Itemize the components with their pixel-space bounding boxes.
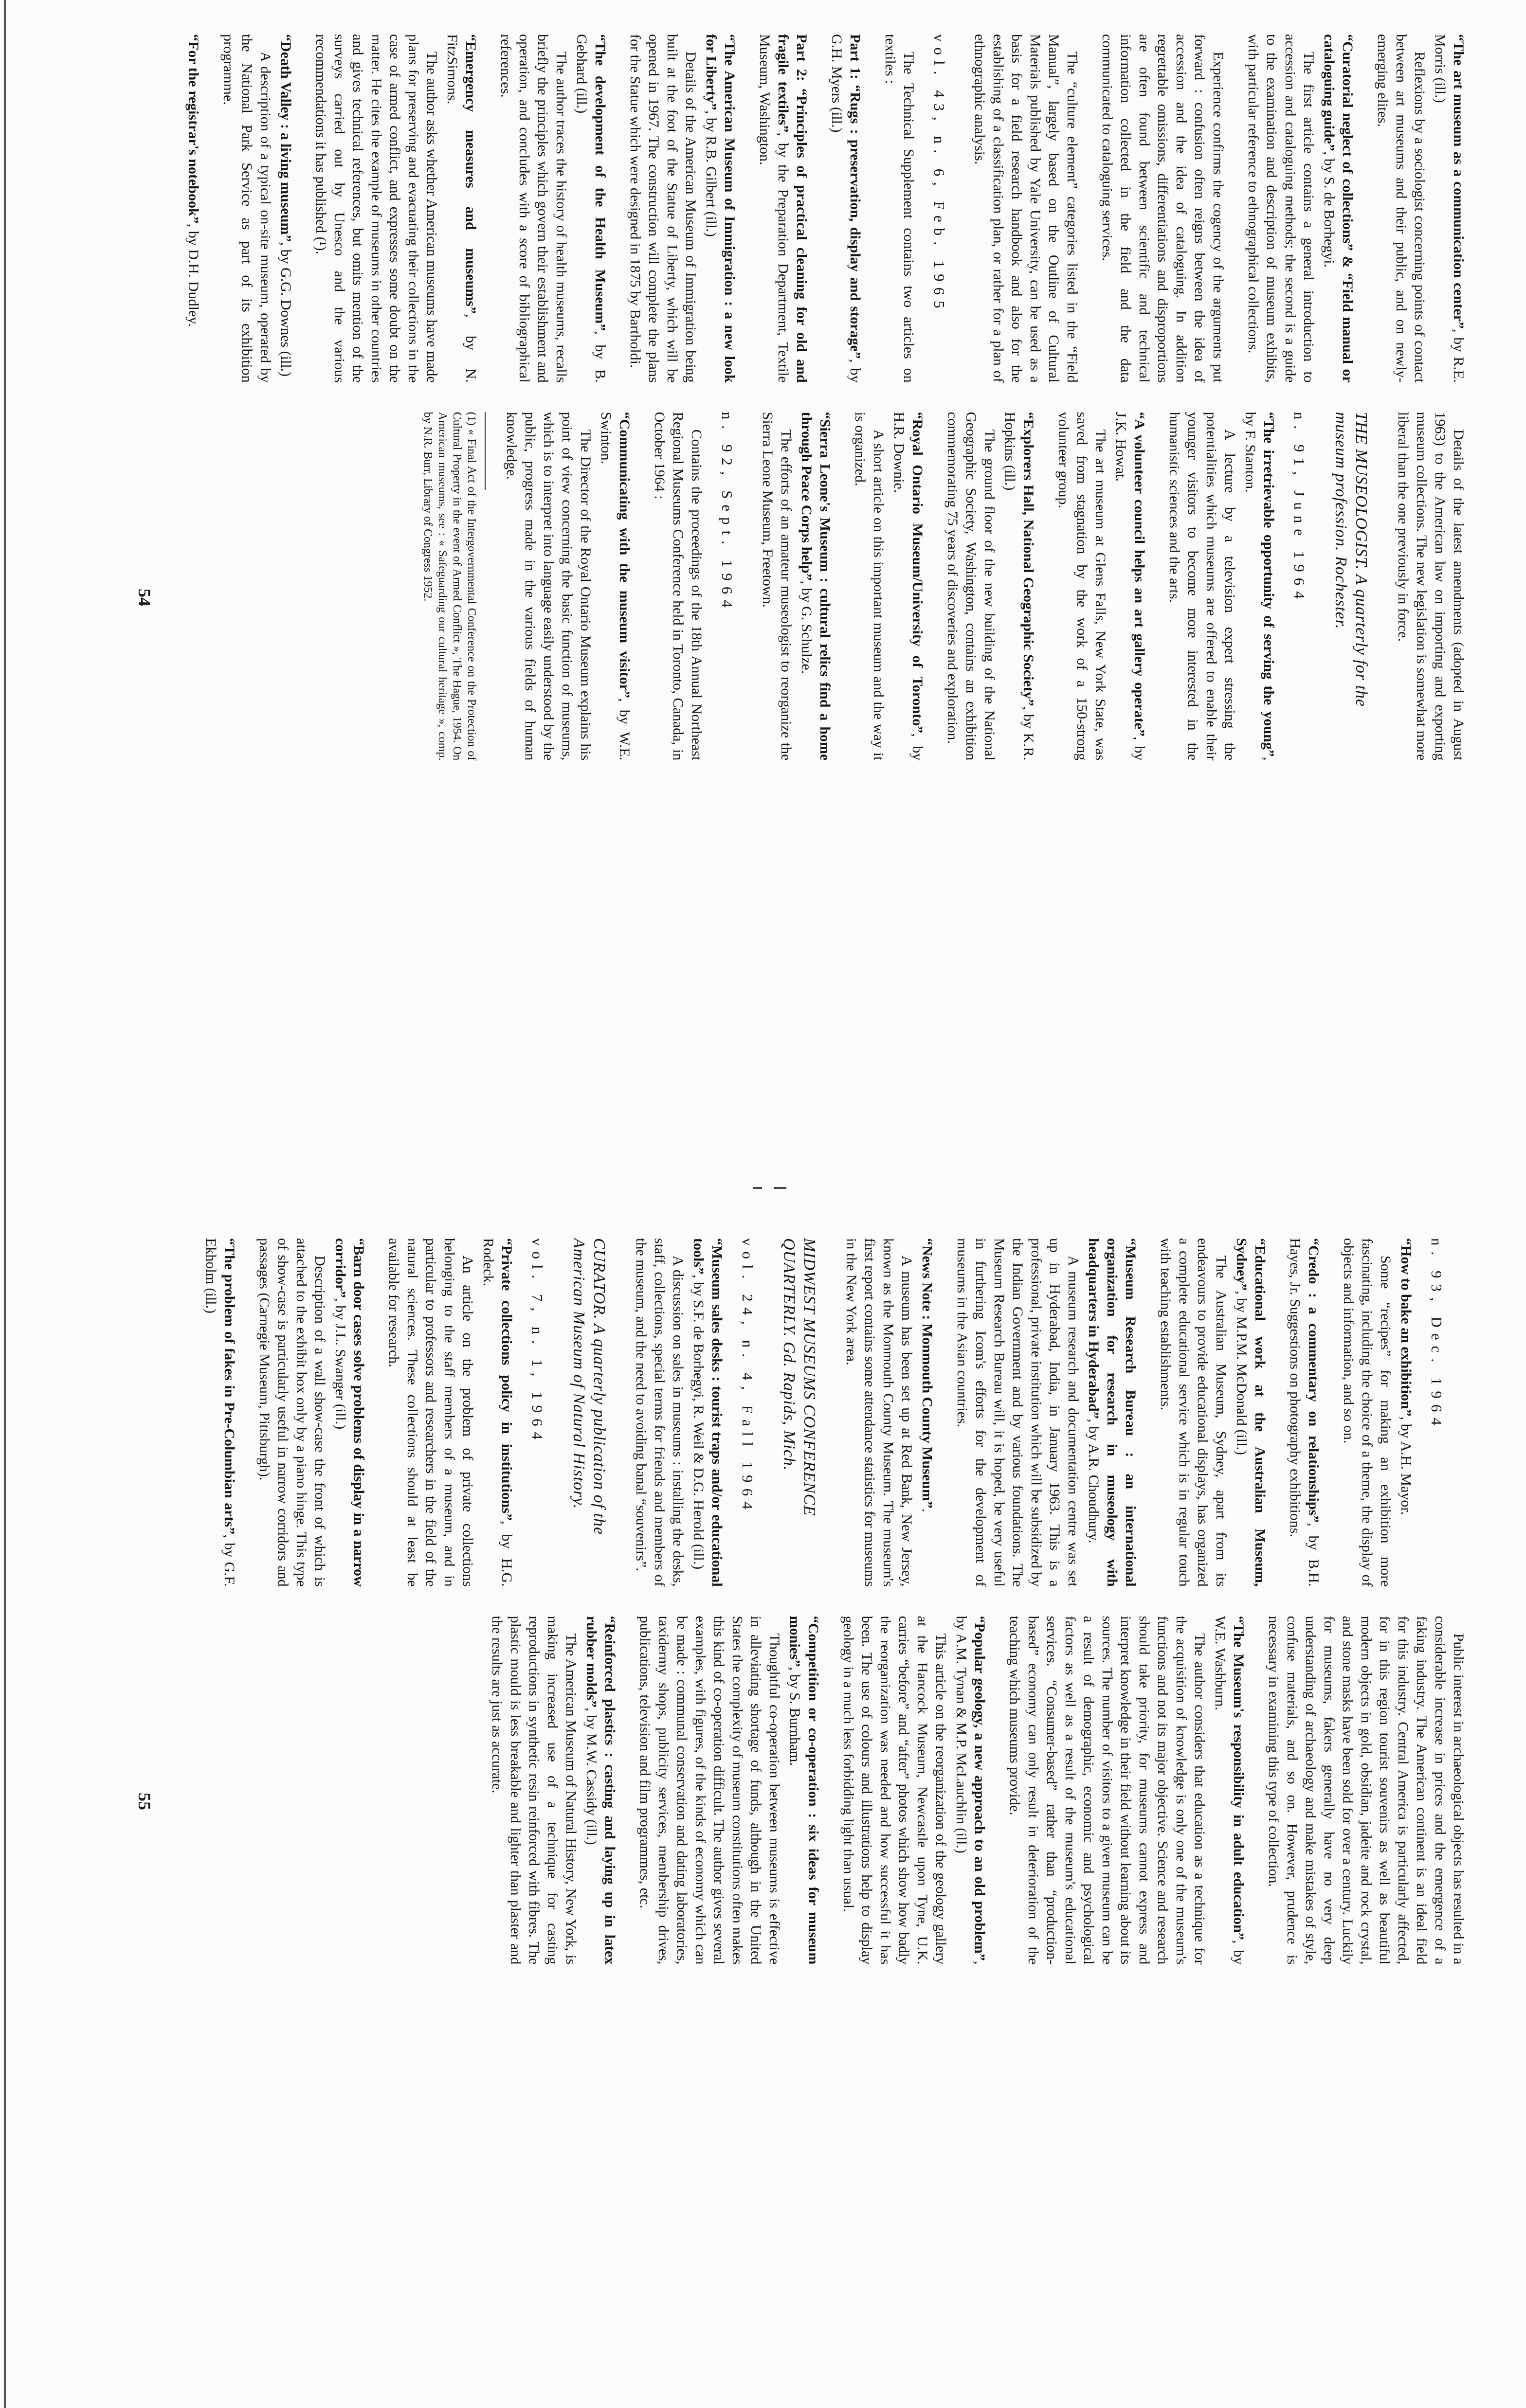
article-entry [219, 34, 295, 383]
article-title: “Sierra Leone's Museum : cultural relics find a home through Peace Corps help” [799, 412, 833, 761]
article-entry [255, 1238, 368, 1587]
article-heading [1431, 34, 1468, 383]
article-byline: , by J.K. Howat. [1113, 412, 1147, 761]
article-heading [331, 1238, 368, 1587]
article-byline: , by B. Gebhard (ill.) [574, 34, 608, 383]
article-summary: Description of a wall show-case the front of which is attached to the exhibit box only by a piano hinge. This type of show-case is particularly useful in narrow corridors and passages (Carnegie Museum, Pittsburgh). [256, 1238, 328, 1587]
article-entry [970, 34, 1081, 383]
article-heading [755, 34, 811, 383]
scan-edge-line [4, 0, 6, 2408]
article-heading [1000, 412, 1037, 761]
article-summary: The American Museum of Natural History, New York, is making increased use of a technique for casting reproductions in synthetic resin reinforced with fibres. The plastic mould is less breakable and lighter than plaster and the results are just as accurate. [489, 1616, 579, 1965]
article-title: “News Note : Monmouth County Museum” [919, 1238, 935, 1509]
article-byline: , by A.R. Choudhury. [1086, 1419, 1102, 1544]
article-heading [1111, 412, 1148, 761]
article-byline: , by A.M. Tynan & M.P. McLauchlin (ill.) [953, 1616, 988, 1965]
article-title: “The American Museum of Immigration : a new look for Liberty” [703, 34, 738, 383]
issue-heading: n. 91, June 1964 [1291, 412, 1308, 605]
article-byline: , by J.L. Swanger (ill.) [332, 1298, 348, 1430]
article-title: “The development of the Health Museum” [592, 34, 608, 331]
article-entry [384, 1238, 516, 1587]
article-heading [1211, 1616, 1248, 1965]
article-summary: An article on the problem of private collections belonging to the staff members of a museum, and in particular to professors and researchers in the field of the natural sciences. These collections should at least be available for research. [386, 1238, 476, 1587]
article-title: Part 1: “Rugs : preservation, display and storage” [847, 34, 863, 359]
article-summary: The Director of the Royal Ontario Museum explains his point of view concerning the basic function of museums, which is to interpret into language easily understood by the public, progress made in the various fields of human knowledge. [504, 412, 594, 761]
footnote: (1) « Final Act of the Intergovernmental Conference on the Protection of Cultural Property in the event of Armed Conflict », The Hague, 1954. On American museums, see : « Safeguarding our cultural heritage », comp. by N.R. Burr, Library of Congress 1952. [421, 412, 478, 761]
article-byline: , by R.E. Morris (ill.) [1432, 34, 1467, 383]
article-entry [1244, 34, 1357, 383]
article-heading [572, 34, 609, 383]
article-byline: , by G. Schulze. [799, 580, 815, 674]
article-entry [632, 1238, 726, 1587]
article-byline: , by M.W. Cassidy (ill.) [583, 1707, 600, 1845]
article-title: “Explorers Hall, National Geographic Society” [1020, 412, 1036, 706]
article-byline: , by H.G. Rodeck. [480, 1238, 515, 1587]
article-entry [626, 34, 739, 383]
article-summary: A museum research and documentation centre was set up in Hyderabad, India, in January 1963. This is a professional, private institution which will be subsidized by the Indian Government and by various foundations. The Museum Research Bureau will, it is hoped, be very useful in furthering Icom's efforts for the development of museums in the Asian countries. [954, 1238, 1081, 1587]
article-title: “Educational work at the Australian Museum, Sydney” [1234, 1238, 1268, 1587]
article-summary: Contains the proceedings of the 18th Annual Northeast Regional Museums Conference held in Toronto, Canada, in October 1964 : [652, 412, 705, 761]
article-byline: . [919, 1508, 935, 1512]
article-entry [636, 1616, 822, 1965]
journal-heading: CURATOR. A quarterly publication of the American Museum of Natural History. [570, 1238, 608, 1535]
article-byline: , by the Preparation Department, Textile Museum, Washington. [757, 34, 791, 383]
article-entry [1339, 1238, 1415, 1587]
article-byline: , by R.B. Gilbert (ill.) [703, 110, 719, 237]
article-title: “Death Valley : a living museum” [278, 34, 294, 242]
article-byline: , by M.P.M. McDonald (ill.) [1234, 1291, 1250, 1455]
article-heading [479, 1238, 516, 1587]
article-heading [184, 34, 202, 383]
article-byline: , by W.E. Swinton. [598, 412, 633, 761]
article-summary: Thoughtful co-operation between museums is effective in alleviating shortage of funds, although in the United States the complexity of museum constitutions often makes this kind of co-operation difficult. The author gives several examples, with figures, of the kinds of economy which can be made : communal conservation and dating laboratories, taxidermy shops, publicity services, membership drives, publications, television and film programmes, etc. [637, 1616, 782, 1965]
article-entry [1005, 1616, 1248, 1965]
article-entry [755, 34, 811, 383]
article-summary: The ground floor of the new building of the National Geographic Society, Washington, contains an exhibition commemorating 75 years of discoveries and exploration. [945, 412, 998, 761]
article-entry [650, 412, 706, 761]
article-summary: Public interest in archaeological objects has resulted in a considerable increase in prices and the emergence of a faking industry. The American continent is an ideal field for this industry. Central America is particularly affected, for in this region tourist souvenirs as well as beautiful modern objects in gold, obsidian, jadeite and rock crystal, and stone masks have been sold for over a century. Luckily for museums, fakers generally have no very deep understanding of archaeology and make mistakes of style, confuse materials, and so on. However, prudence is necessary in examining this type of collection. [1266, 1616, 1467, 1965]
article-summary: Some “recipes” for making an exhibition more fascinating, including the choice of a theme, the display of objects and information, and so on. [1341, 1238, 1394, 1587]
article-summary: A description of a typical on-site museum, operated by the National Park Service as part of its exhibition programme. [220, 34, 273, 383]
article-entry [851, 412, 926, 761]
article-heading [1241, 412, 1278, 761]
article-title: “The art museum as a communication center” [1451, 34, 1467, 329]
article-title: “Museum Research Bureau : an international organization for research in museology with headquarters in Hyderabad” [1086, 1238, 1139, 1587]
journal-heading: THE MUSEOLOGIST. A quarterly for the museum profession. Rochester. [1332, 412, 1370, 707]
article-byline: , by W.E. Washburn. [1212, 1616, 1247, 1965]
article-title: “For the registrar's notebook” [185, 34, 201, 224]
article-summary: A discussion on sales in museums : installing the desks, staff, collections, special terms for friends and members of the museum, and the need to avoiding banal “souvenirs”. [633, 1238, 686, 1587]
article-entry [488, 1616, 619, 1965]
article-byline: , by G.G. Downes (ill.) [278, 242, 294, 377]
article-byline: , by S. Burnham. [787, 1667, 803, 1766]
article-title: “Popular geology, a new approach to an old problem” [972, 1616, 988, 1961]
issue-heading: n. 93, Dec. 1964 [1428, 1238, 1445, 1431]
article-byline: , by B.H. Hayes, Jr. Suggestions on photography exhibitions. [1287, 1238, 1322, 1587]
issue-heading: n. 92, Sept. 1964 [719, 412, 736, 613]
article-entry [183, 1238, 1468, 1964]
article-byline: , by K.R. Hopkins (ill.) [1002, 412, 1036, 761]
article-heading [582, 1616, 619, 1965]
article-heading [201, 1238, 238, 1587]
article-title: “Emergency measures and museums” [463, 34, 479, 314]
article-summary: This article on the reorganization of the geology gallery at the Hancock Museum, Newcastle upon Tyne, U.K. carries “before” and “after” photos which show how badly the reorganization was needed and how successful it has been. The use of colours and illustrations help to display geology in a much less forbidding light than usual. [840, 1616, 949, 1965]
article-title: “Royal Ontario Museum/University of Toronto” [909, 412, 926, 734]
article-title: “The Museum's responsibility in adult education” [1231, 1616, 1247, 1940]
article-heading [1232, 1238, 1269, 1587]
article-title: “Curatorial neglect of collections” & “Field manual or cataloguing guide” [1321, 34, 1356, 383]
article-heading [827, 34, 864, 383]
article-byline: , by F. Stanton. [1242, 412, 1277, 761]
article-heading [1286, 1238, 1323, 1587]
article-byline: , by H.R. Downie. [891, 412, 926, 761]
article-title: “Barn door cases solve problems of display in a narrow corridor” [332, 1238, 367, 1587]
right-page-columns [183, 1238, 1468, 2342]
article-heading [890, 412, 926, 761]
article-entry [1156, 1238, 1269, 1587]
article-heading [918, 1238, 936, 1587]
article-entry [1098, 34, 1227, 383]
article-byline: , by S.F. de Borhegyi, R. Weil & D.G. Herold (ill.) [690, 1275, 707, 1570]
article-entry [839, 1616, 989, 1965]
article-heading [952, 1616, 989, 1965]
article-byline: , by S. de Borhegyi. [1321, 151, 1337, 268]
footnote-separator [485, 412, 486, 490]
article-heading [689, 1238, 726, 1587]
article-heading [597, 412, 634, 761]
article-title: “Competition or co-operation : six ideas for museum monies” [787, 1616, 821, 1965]
article-entry [311, 34, 480, 383]
article-title: “The irretrievable opportunity of serving the young” [1261, 412, 1277, 757]
article-title: “Private collections policy in institutions” [499, 1238, 515, 1521]
issue-heading: vol. 43, n. 6, Feb. 1965 [931, 34, 948, 314]
article-entry [1286, 1238, 1323, 1587]
article-heading [1320, 34, 1357, 383]
page-55 [105, 1238, 1468, 2342]
article-entry [1054, 412, 1148, 761]
article-entry [827, 34, 864, 383]
article-entry [1373, 34, 1468, 383]
gutter-mark [753, 1187, 762, 1189]
page-number: 54 [135, 589, 154, 606]
article-heading [797, 412, 834, 761]
article-heading [1084, 1238, 1140, 1587]
article-title: “Communicating with the museum visitor” [617, 412, 633, 698]
article-summary: The author traces the history of health museums, recalls briefly the principles which govern their establishment and operation, and concludes with a score of bibliographical references. [498, 34, 569, 383]
article-entry [496, 34, 609, 383]
journal-heading: MIDWEST MUSEUMS CONFERENCE QUARTERLY. Gd. Rapids, Mich. [780, 1238, 818, 1516]
article-entry [1165, 412, 1278, 761]
article-title: “Reinforced plastics : casting and laying up in latex rubber molds” [583, 1616, 618, 1965]
article-title: “The problem of fakes in Pre-Columbian arts” [221, 1238, 237, 1535]
article-byline: , by G.F. Ekholm (ill.) [203, 1238, 237, 1587]
article-heading [276, 34, 295, 383]
article-summary: The Technical Supplement contains two articles on textiles : [882, 34, 917, 383]
article-heading [702, 34, 739, 383]
article-entry [881, 34, 918, 383]
article-byline: , by N. FitzSimons. [444, 34, 479, 383]
article-title: “Credo : a commentary on relationships” [1306, 1238, 1322, 1523]
article-summary: The first article contains a general introduction to accession and cataloguing methods; the second is a guide to the examination and description of museum exhibits, with particular reference to ethnographical collections. [1245, 34, 1317, 383]
article-heading [785, 1616, 822, 1965]
article-summary: The efforts of an amateur museologist to reorganize the Sierra Leone Museum, Freetown. [760, 412, 794, 761]
issue-heading: vol. 7, n. 1, 1964 [529, 1238, 546, 1446]
article-entry [953, 1238, 1140, 1587]
article-summary: A lecture by a television expert stressing the potentialities which museums are offered to enable their younger visitors to become more interested in the humanistic sciences and the arts. [1166, 412, 1238, 761]
article-heading [443, 34, 480, 383]
article-title: “How to bake an exhibition” [1398, 1238, 1414, 1417]
article-entry [943, 412, 1037, 761]
article-summary: Details of the latest amendments (adopted in August 1963) to the American law on importing and exporting museum collections. The new legislation is somewhat more liberal than the one previously in force. [1395, 412, 1467, 761]
article-byline: , by A.H. Mayor. [1398, 1416, 1414, 1515]
article-summary: Reflexions by a sociologist concerning points of contact between art museums and their public, and on newly-emerging elites. [1375, 34, 1428, 383]
article-entry [842, 1238, 936, 1587]
page-number: 55 [135, 1793, 154, 1810]
article-summary: The author asks whether American museums have made plans for preserving and evacuating their collections in the case of armed conflict, and expresses some doubt on the matter. He cites the example of museums in other countries and gives technical references, but omits mention of the surveys carried out by Unesco and the various recommendations it has published (¹). [313, 34, 440, 383]
article-summary: The art museum at Glens Falls, New York State, was saved from stagnation by the work of a 150-strong volunteer group. [1055, 412, 1108, 761]
left-page-columns [183, 34, 1468, 1138]
article-byline: , by D.H. Dudley. [185, 223, 201, 327]
article-summary: The “culture element” categories listed in the “Field Manual”, largely based on the Outline of Cultural Materials published by Yale University, can be used as a basis for a field research handbook and also for the establishing of a classification plan, or rather for a plan of ethnographic analysis. [972, 34, 1080, 383]
article-summary: A museum has been set up at Red Bank, New Jersey, known as the Monmouth County Museum. The museum's first report contains some attendance statistics for museums in the New York area. [843, 1238, 915, 1587]
article-summary: Details of the American Museum of Immigration being built at the foot of the Statue of Liberty, which will be opened in 1967. The construction will complete the plans for the Statue which were designed in 1875 by Bartholdi. [627, 34, 699, 383]
article-byline: , by G.H. Myers (ill.) [829, 34, 863, 383]
article-title: Part 2: “Principles of practical cleaning for old and fragile textiles” [775, 34, 810, 383]
article-summary: The author considers that education as a technique for the acquisition of knowledge is only one of the museum's functions and not its major objective. Science and research should take priority, for museums cannot express and interpret knowledge in their field without learning about its sources. The number of visitors to a given museum can be a result of demographic, economic and psychological factors as well as a result of the museum's educational services. “Consumer-based” rather than “production-based” economy can only result in deterioration of the teaching which museums provide. [1007, 1616, 1208, 1965]
gutter-mark [774, 1187, 786, 1189]
article-title: “Museum sales desks : tourist traps and/or educational tools” [690, 1238, 725, 1587]
issue-heading: vol. 24, n. 4, Fall 1964 [739, 1238, 756, 1515]
article-summary: A short article on this important museum and the way it is organized. [852, 412, 887, 761]
article-title: “A volunteer council helps an art gallery operate” [1131, 412, 1147, 737]
article-summary: The Australian Museum, Sydney, apart from its endeavours to provide educational displays, has organized a complete educational service which is in regular touch with teaching establishments. [1158, 1238, 1229, 1587]
article-heading [1397, 1238, 1415, 1587]
article-summary: Experience confirms the cogency of the arguments put forward : confusion often reigns between the idea of accession and the idea of cataloguing. In addition regrettable omissions, differentiations and disproportions are often found between scientific and technical information collected in the field and the data communicated to cataloguing services. [1099, 34, 1226, 383]
article-entry [502, 412, 634, 761]
page-54 [105, 34, 1468, 1138]
article-entry [758, 412, 834, 761]
